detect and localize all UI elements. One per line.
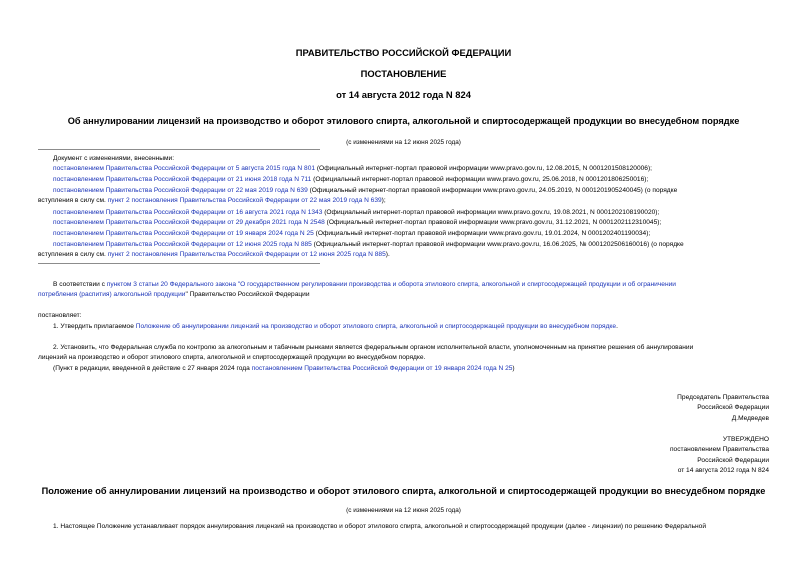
change-link[interactable]: пункт 2 постановления Правительства Российской Федерации от 12 июня 2025 года N 885 <box>107 251 386 258</box>
preamble-paragraph: В соответствии с пунктом 3 статьи 20 Федерального закона "О государственном регулировании производства и оборота этилового спирта, алкогольной и спиртосодержащей продукции и об ограничении <box>53 281 676 288</box>
change-item <box>53 218 661 227</box>
approved-date: от 14 августа 2012 года N 824 <box>677 467 769 474</box>
government-heading: ПРАВИТЕЛЬСТВО РОССИЙСКОЙ ФЕДЕРАЦИИ <box>295 47 512 58</box>
change-item <box>53 240 684 249</box>
item-2-line2: лицензий на производство и оборот этилового спирта, алкогольной и спиртосодержащей продукции во внесудебном порядке. <box>38 354 426 361</box>
change-text: (Официальный интернет-портал правовой информации www.pravo.gov.ru, 25.06.2018, N 0001201806250016); <box>311 176 649 183</box>
change-item-continuation: вступления в силу см. пункт 2 постановления Правительства Российской Федерации от 12 июня 2025 года N 885). <box>38 251 390 258</box>
change-item <box>53 208 659 217</box>
change-text: (Официальный интернет-портал правовой информации www.pravo.gov.ru, 19.08.2021, N 0001202108190020); <box>322 209 660 216</box>
signature-org: Российской Федерации <box>697 404 769 411</box>
item-1: 1. Утвердить прилагаемое Положение об аннулировании лицензий на производство и оборот этилового спирта, алкогольной и спиртосодержащей продукции во внесудебном порядке. <box>53 323 618 330</box>
edition-note: (с изменениями на 12 июня 2025 года) <box>346 139 461 146</box>
regulation-link[interactable]: Положение об аннулировании лицензий на производство и оборот этилового спирта, алкогольной и спиртосодержащей продукции во внесудебном порядке <box>135 323 617 330</box>
change-text: (Официальный интернет-портал правовой информации www.pravo.gov.ru, 16.06.2025, № 0001202506160016) (о порядке <box>311 241 684 248</box>
change-link[interactable]: пункт 2 постановления Правительства Российской Федерации от 22 мая 2019 года N 639 <box>107 197 382 204</box>
approved-line: Российской Федерации <box>697 457 769 464</box>
regulation-paragraph-1: 1. Настоящее Положение устанавливает порядок аннулирования лицензий на производство и оборот этилового спирта, алкогольной и спиртосодержащей продукции (далее - лицензии) по решению Федеральной <box>53 523 707 530</box>
change-link[interactable]: постановлением Правительства Российской Федерации от 19 января 2024 года N 25 <box>53 230 314 237</box>
approved-label: УТВЕРЖДЕНО <box>722 436 769 443</box>
change-link[interactable]: постановлением Правительства Российской Федерации от 29 декабря 2021 года N 2548 <box>53 219 325 226</box>
approved-line: постановлением Правительства <box>669 446 769 453</box>
change-link[interactable]: постановлением Правительства Российской Федерации от 21 июня 2018 года N 711 <box>53 176 312 183</box>
divider-bottom <box>38 263 320 264</box>
resolves-word: постановляет: <box>38 312 82 319</box>
signature-title: Председатель Правительства <box>677 394 769 401</box>
law-link[interactable]: потребления (распития) алкогольной продукции <box>38 291 186 298</box>
change-link[interactable]: постановлением Правительства Российской Федерации от 12 июня 2025 года N 885 <box>53 241 312 248</box>
change-item-continuation: вступления в силу см. пункт 2 постановления Правительства Российской Федерации от 22 мая 2019 года N 639); <box>38 197 386 204</box>
item-2-note: (Пункт в редакции, введенной в действие с 27 января 2024 года постановлением Правительства Российской Федерации от 19 января 2024 года N 25) <box>53 365 515 372</box>
change-text: (Официальный интернет-портал правовой информации www.pravo.gov.ru, 24.05.2019, N 0001201905240045) (о порядке <box>307 187 678 194</box>
signature-name: Д.Медведев <box>731 415 769 422</box>
amendment-link[interactable]: постановлением Правительства Российской Федерации от 19 января 2024 года N 25 <box>251 365 513 372</box>
change-link[interactable]: постановлением Правительства Российской Федерации от 5 августа 2015 года N 801 <box>53 165 316 172</box>
change-link[interactable]: постановлением Правительства Российской Федерации от 16 августа 2021 года N 1343 <box>53 209 323 216</box>
document-type: ПОСТАНОВЛЕНИЕ <box>360 68 447 79</box>
changes-intro: Документ с изменениями, внесенными: <box>53 155 175 162</box>
change-text: (Официальный интернет-портал правовой информации www.pravo.gov.ru, 19.01.2024, N 0001202401190034); <box>313 230 651 237</box>
divider-top <box>38 149 320 150</box>
law-link[interactable]: пунктом 3 статьи 20 Федерального закона "О государственном регулировании производства и оборота этилового спирта, алкогольной и спиртосодержащей продукции и об ограничении <box>106 281 676 288</box>
document-date: от 14 августа 2012 года N 824 <box>336 89 471 100</box>
change-item <box>53 229 650 238</box>
item-2-line1: 2. Установить, что Федеральная служба по контролю за алкогольным и табачным рынками является федеральным органом исполнительной власти, уполномоченным на принятие решения об аннулировании <box>53 344 694 351</box>
change-link[interactable]: постановлением Правительства Российской Федерации от 22 мая 2019 года N 639 <box>53 187 308 194</box>
change-text: (Официальный интернет-портал правовой информации www.pravo.gov.ru, 31.12.2021, N 0001202112310045); <box>324 219 662 226</box>
change-item <box>53 164 652 173</box>
regulation-title: Положение об аннулировании лицензий на производство и оборот этилового спирта, алкогольной и спиртосодержащей продукции во внесудебном порядке <box>41 486 766 496</box>
change-text: (Официальный интернет-портал правовой информации www.pravo.gov.ru, 12.08.2015, N 0001201508120006); <box>315 165 652 172</box>
preamble-paragraph-cont: потребления (распития) алкогольной продукции" Правительство Российской Федерации <box>38 291 310 298</box>
document-title: Об аннулировании лицензий на производство и оборот этилового спирта, алкогольной и спиртосодержащей продукции во внесудебном порядке <box>67 116 740 126</box>
change-item <box>53 175 648 184</box>
change-item <box>53 186 677 195</box>
regulation-edition: (с изменениями на 12 июня 2025 года) <box>346 507 461 514</box>
